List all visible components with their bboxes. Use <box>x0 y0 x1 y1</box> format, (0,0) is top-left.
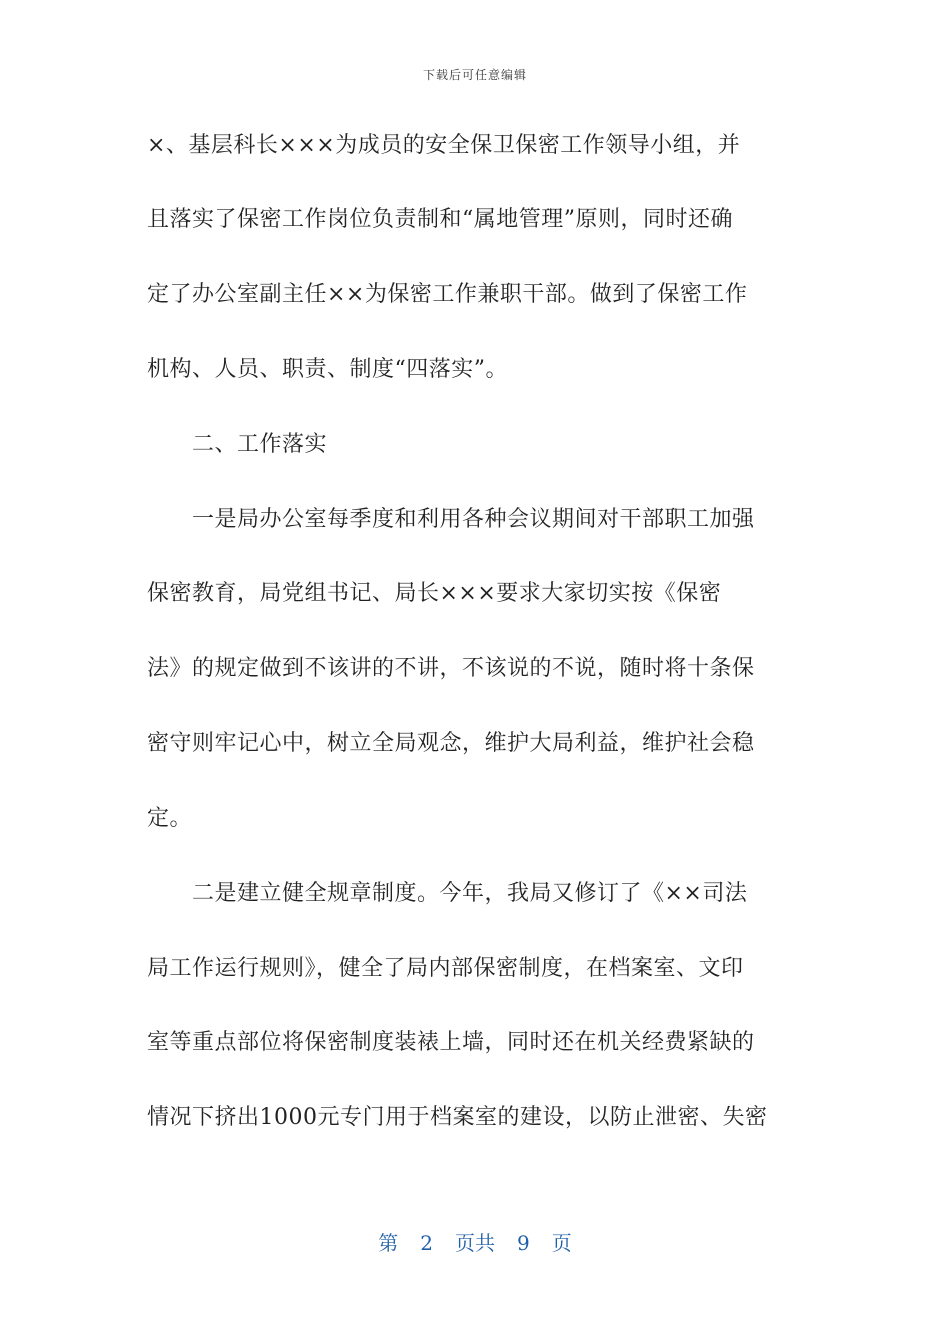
body-line: 法》的规定做到不该讲的不讲，不该说的不说，随时将十条保 <box>147 656 755 681</box>
body-line: 密守则牢记心中，树立全局观念，维护大局利益，维护社会稳 <box>147 731 755 756</box>
footer-suffix: 页 <box>551 1231 572 1255</box>
body-line: 室等重点部位将保密制度装裱上墙，同时还在机关经费紧缺的 <box>147 1030 755 1055</box>
body-line: 且落实了保密工作岗位负责制和“属地管理”原则，同时还确 <box>147 207 733 232</box>
body-line: ×、基层科长×××为成员的安全保卫保密工作领导小组，并 <box>147 133 741 158</box>
page-header: 下载后可任意编辑 <box>422 68 527 82</box>
body-line: 局工作运行规则》，健全了局内部保密制度，在档案室、文印 <box>147 956 744 981</box>
page-footer <box>0 1227 950 1256</box>
footer-prefix: 第 <box>378 1231 399 1255</box>
body-line: 情况下挤出1000元专门用于档案室的建设，以防止泄密、失密 <box>147 1105 768 1130</box>
body-line: 定了办公室副主任××为保密工作兼职干部。做到了保密工作 <box>147 282 748 307</box>
section-heading: 二、工作落实 <box>147 432 328 457</box>
body-line: 定。 <box>147 806 193 831</box>
body-line: 机构、人员、职责、制度“四落实”。 <box>147 357 508 382</box>
body-line: 一是局办公室每季度和利用各种会议期间对干部职工加强 <box>147 507 755 532</box>
footer-page-number: 2 <box>420 1231 433 1255</box>
body-line: 二是建立健全规章制度。今年，我局又修订了《××司法 <box>147 881 748 906</box>
footer-middle: 页共 <box>455 1231 495 1255</box>
body-line: 保密教育，局党组书记、局长×××要求大家切实按《保密 <box>147 581 722 606</box>
footer-total-pages: 9 <box>517 1231 530 1255</box>
